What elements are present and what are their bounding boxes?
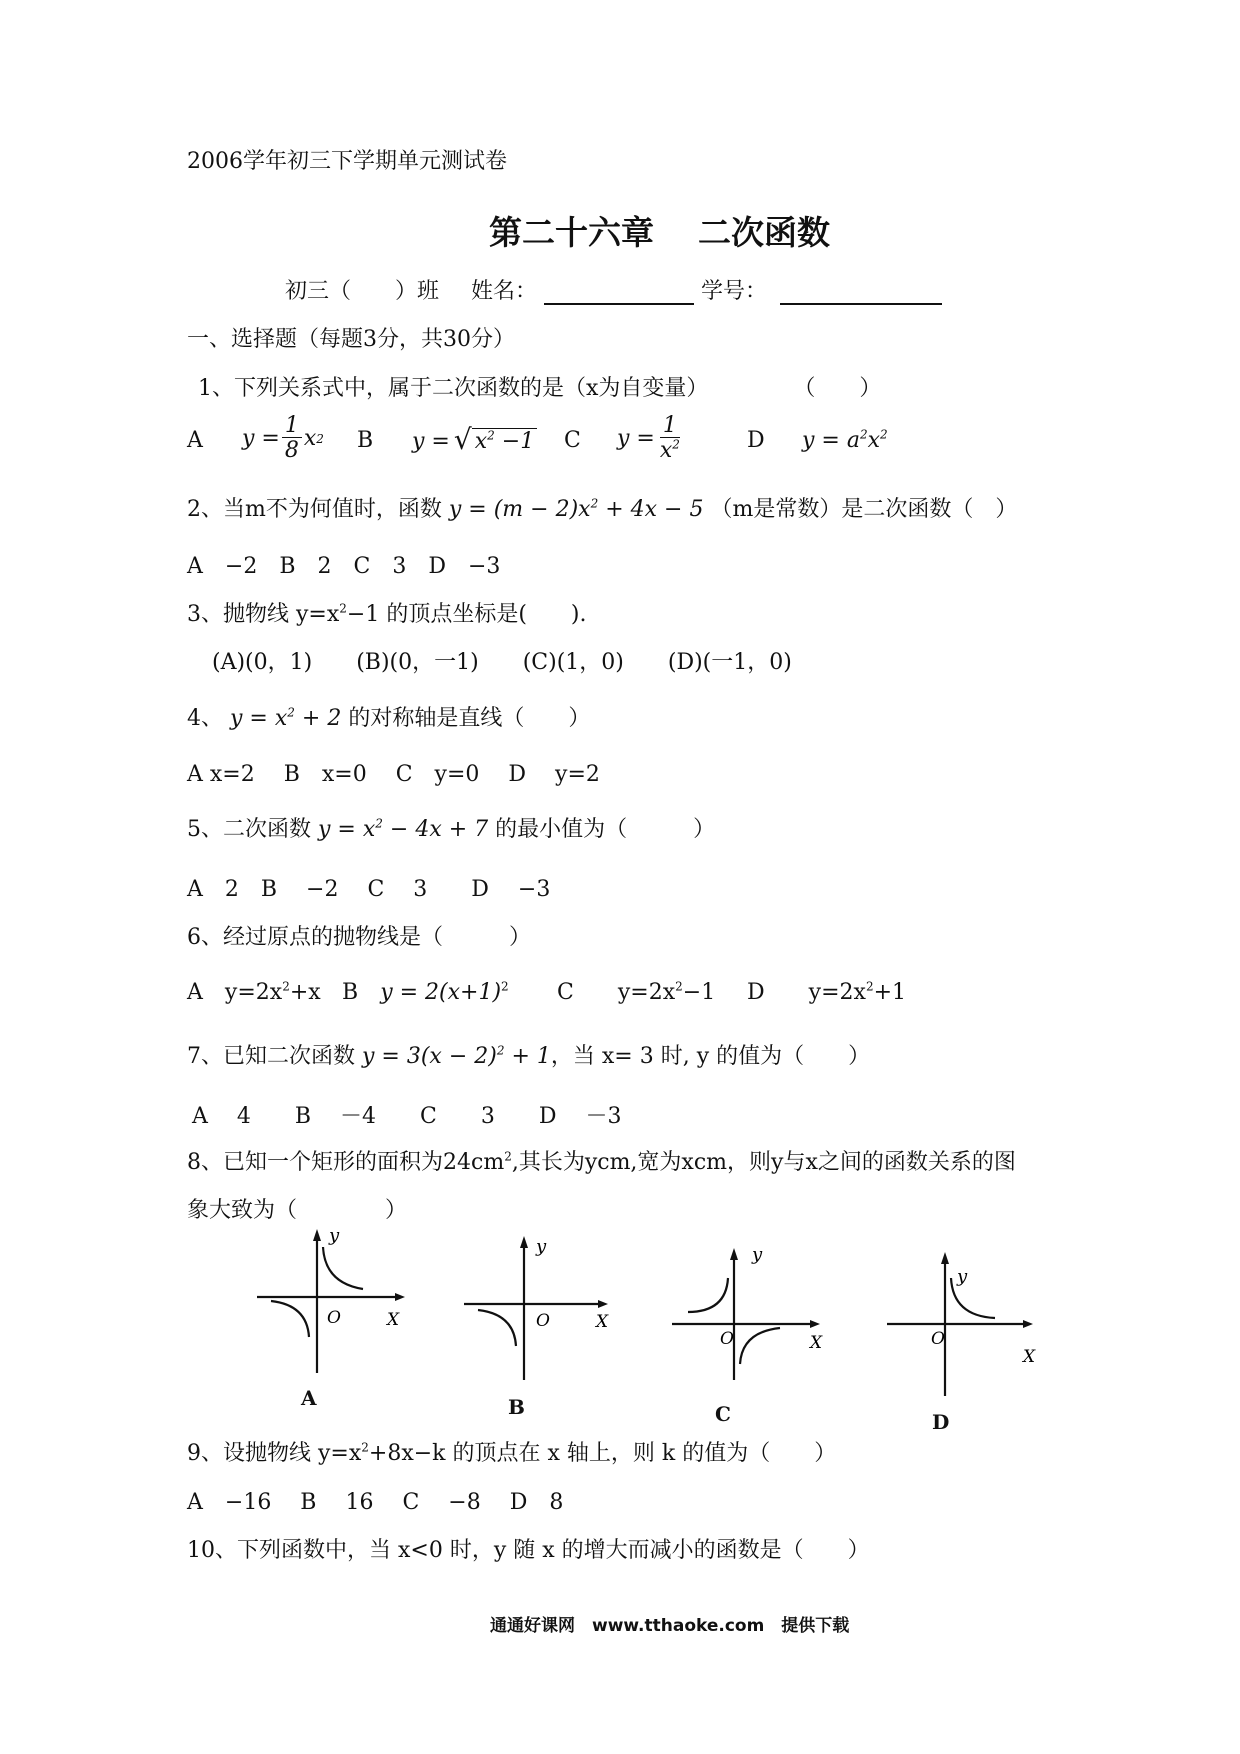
question-5-formula: $y = x^2 - 4x + 7$ [318,816,489,842]
graph-a[interactable] [255,1225,415,1375]
origin-label: O [536,1311,550,1331]
axis-x-label: X [810,1333,823,1353]
question-7-stem: 7、已知二次函数 $y = 3(x - 2)^2 + 1$，当 x= 3 时, y 的值为（ ） [187,1043,871,1069]
option-d-formula: $y = a^2x^2$ [802,427,888,453]
name-field[interactable] [544,279,694,305]
question-5-stem: 5、二次函数 $y = x^2 - 4x + 7$ 的最小值为（ ） [187,816,716,842]
graph-c-label: C [715,1402,731,1426]
y-equals: y = [242,426,280,452]
question-8-line1: 8、已知一个矩形的面积为$24cm^2$,其长为ycm,宽为xcm，则y与x之间的函数关系的图 [187,1149,1016,1175]
id-label: 学号： [701,279,768,304]
question-2-stem [187,492,1017,523]
question-2-formula: $y = (m - 2)x^2 + 4x - 5$ [448,496,704,522]
axis-x-label: X [1023,1347,1036,1367]
question-9-options: A −16 B 16 C −8 D 8 [187,1490,564,1515]
chapter-title-part2: 二次函数 [698,213,830,252]
graph-b-label: B [508,1395,525,1419]
question-9-stem: 9、设抛物线 $y=x^2+8x-k$ 的顶点在 x 轴上，则 k 的值为（ ） [187,1440,837,1466]
question-4-options: A x=2 B x=0 C y=0 D y=2 [187,762,600,787]
axis-y-label: y [536,1236,547,1257]
question-4-formula: $y = x^2 + 2$ [230,705,342,731]
question-3-stem: 3、抛物线 $y=x^2-1$ 的顶点坐标是( ). [187,601,587,627]
origin-label: O [931,1329,945,1349]
fraction: $\frac{1}{8}$ [282,414,302,463]
chapter-title [489,207,830,254]
answer-blank: （ ） [793,376,882,401]
question-4-stem: 4、 $y = x^2 + 2$ 的对称轴是直线（ ） [187,705,591,731]
graph-d-label: D [932,1410,950,1434]
square-root: √ $x^2 -1$ [454,426,537,454]
option-a-formula: y = $\frac{1}{8}$ x 2 [242,413,324,464]
student-id-field[interactable] [780,279,942,305]
option-a[interactable]: A $y=2x^2+x$ [187,979,321,1005]
option-b-formula [412,423,537,456]
question-2-suffix: （m是常数）是二次函数（ ） [710,497,1018,522]
option-d[interactable]: D $y=2x^2+1$ [747,979,907,1005]
option-d-label[interactable]: D [747,428,765,453]
x-term: x [303,426,317,452]
origin-label: O [720,1329,734,1349]
question-2-text: 2、当m不为何值时，函数 [187,497,442,522]
option-c-formula [617,414,685,463]
question-1-options [187,410,937,470]
axis-y-label: y [752,1244,763,1265]
question-10-stem: 10、下列函数中，当 x<0 时，y 随 x 的增大而减小的函数是（ ） [187,1538,870,1563]
question-7-formula: $y = 3(x - 2)^2 + 1$ [362,1043,551,1069]
footer-credit: 通通好课网 www.tthaoke.com 提供下载 [490,1616,850,1636]
fraction: $\frac{1}{x^2}$ [659,413,680,464]
question-1-stem [198,371,881,402]
graph-c[interactable] [668,1232,838,1382]
section-heading: 一、选择题（每题3分，共30分） [187,327,515,352]
student-info-row [285,274,942,305]
graph-d[interactable] [883,1248,1043,1398]
chapter-title-part1: 第二十六章 [489,213,654,252]
class-label: 初三（ ）班 [285,279,440,304]
name-label: 姓名： [471,279,538,304]
axis-x-label: X [596,1312,609,1332]
option-b-label[interactable]: B [357,428,374,453]
question-3-options: (A)(0，1) (B)(0，一1) (C)(1，0) (D)(一1，0) [212,650,792,675]
option-a-label[interactable]: A [187,428,203,453]
origin-label: O [327,1308,341,1328]
graph-b[interactable] [460,1232,620,1382]
exam-subtitle: 2006学年初三下学期单元测试卷 [187,149,507,174]
option-b[interactable]: B $y = 2(x+1)^2$ [342,979,509,1005]
option-c-label[interactable]: C [564,428,581,453]
question-5-options: A 2 B −2 C 3 D −3 [187,877,551,902]
axis-y-label: y [957,1266,968,1287]
question-6-stem: 6、经过原点的抛物线是（ ） [187,925,531,950]
y-equals: y = [412,429,450,454]
question-2-options: A −2 B 2 C 3 D −3 [187,554,501,579]
axis-y-label: y [329,1225,340,1246]
question-1-text: 1、下列关系式中，属于二次函数的是（x为自变量） [198,376,709,401]
y-equals: y = [617,426,655,452]
axis-x-label: X [387,1310,400,1330]
option-c[interactable]: C $y=2x^2-1$ [557,979,716,1005]
question-6-options [187,975,947,1005]
question-8-line2: 象大致为（ ） [187,1198,408,1223]
graph-a-label: A [301,1386,317,1410]
question-7-options: A 4 B －4 C 3 D －3 [192,1104,622,1129]
